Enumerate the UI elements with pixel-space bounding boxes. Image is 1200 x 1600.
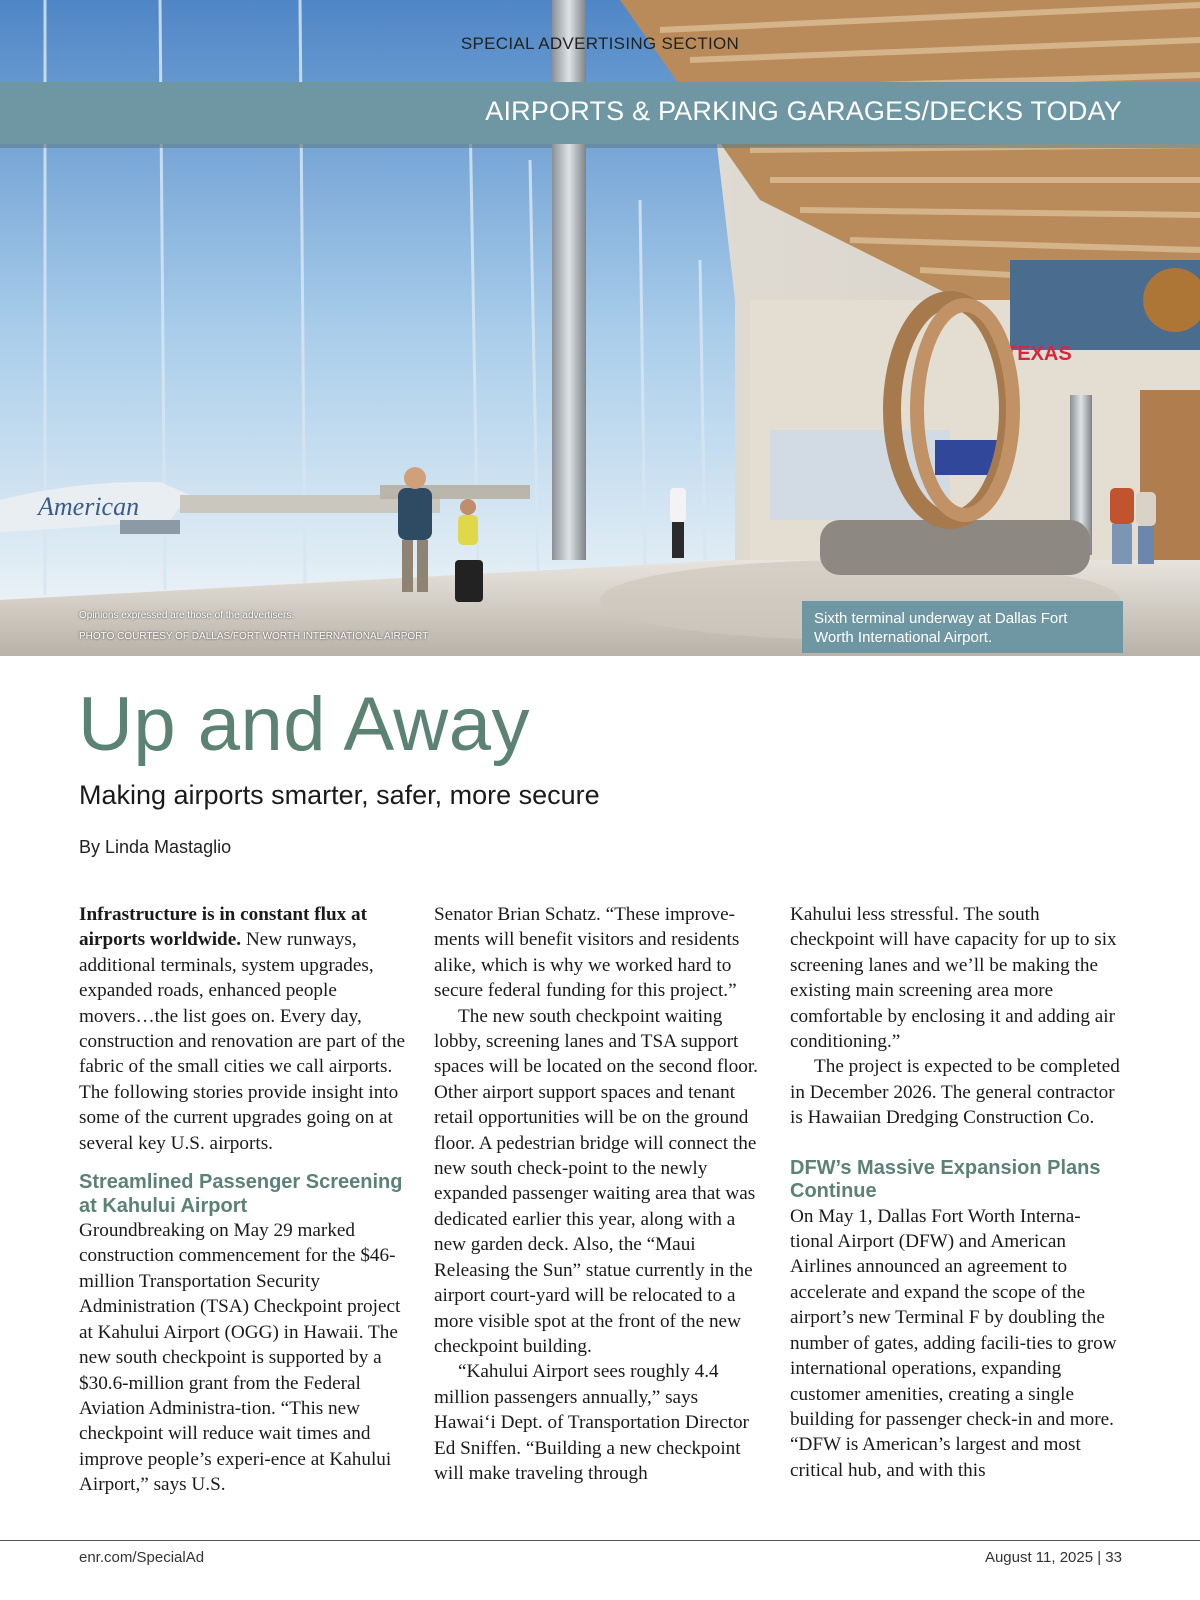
section-banner-title: AIRPORTS & PARKING GARAGES/DECKS TODAY — [485, 96, 1122, 126]
footer-date-page: August 11, 2025 | 33 — [984, 1549, 1122, 1566]
photo-caption: Sixth terminal underway at Dallas Fort Worth International Airport. — [802, 601, 1123, 653]
column-2 — [434, 902, 764, 1486]
lead-paragraph — [79, 902, 409, 1156]
article-title: Up and Away — [78, 682, 530, 767]
svg-text:American: American — [38, 492, 140, 521]
footer-rule — [0, 1540, 1200, 1541]
paragraph: “Kahului Airport sees roughly 4.4 million passengers annually,” says Hawai‘i Dept. of Transportation Director Ed Sniffen. “Building a new checkpoint will make traveling through — [434, 1361, 749, 1484]
special-section-label: SPECIAL ADVERTISING SECTION — [460, 34, 740, 53]
paragraph: Groundbreaking on May 29 marked construction commencement for the $46-million Transportation Security Administration (TSA) Checkpoint project at Kahului Airport (OGG) in Hawaii. The new south checkpoint is supported by a $30.6-million grant from the Federal Aviation Administra-tion. “This new checkpoint will reduce wait times and improve people’s experi-ence at Kahului Airport,” says U.S. — [79, 1220, 401, 1496]
footer-url-link[interactable]: enr.com/SpecialAd — [79, 1549, 205, 1566]
section-banner — [0, 82, 1200, 144]
heading-kahului: Streamlined Passenger Screening at Kahului Airport — [79, 1171, 403, 1217]
paragraph: Senator Brian Schatz. “These improve-ments will benefit visitors and residents alike, which is why we worked hard to secure federal funding for this project.” — [434, 904, 740, 1002]
heading-dfw: DFW’s Massive Expansion Plans Continue — [790, 1156, 1101, 1203]
paragraph: The project is expected to be completed in December 2026. The general contractor is Hawaiian Dredging Construction Co. — [790, 1056, 1120, 1129]
paragraph: Kahului less stressful. The south checkpoint will have capacity for up to six screening lanes and we’ll be making the existing main screening area more comfortable by enclosing it and adding air conditioning.” — [790, 904, 1117, 1053]
column-1 — [79, 902, 409, 1498]
column-3 — [790, 902, 1120, 1483]
article-subtitle: Making airports smarter, safer, more secure — [79, 780, 600, 810]
paragraph: On May 1, Dallas Fort Worth Interna-tional Airport (DFW) and American Airlines announced an agreement to accelerate and expand the scope of the airport’s new Terminal F by doubling the number of gates, adding facili-ties to grow international operations, expanding customer amenities, creating a single building for passenger check-in and more. “DFW is American’s largest and most critical hub, and with this — [790, 1205, 1117, 1481]
hero-photo — [0, 0, 1200, 656]
lead-rest: New runways, additional terminals, system upgrades, expanded roads, enhanced people movers…the list goes on. Every day, construction and renovation are part of the fabric of the small cities we call airports. The following stories provide insight into some of the current upgrades going on at several key U.S. airports. — [79, 929, 406, 1154]
photo-credit: PHOTO COURTESY OF DALLAS/FORT WORTH INTERNATIONAL AIRPORT — [79, 631, 429, 642]
paragraph: The new south checkpoint waiting lobby, screening lanes and TSA support spaces will be located on the second floor. Other airport support spaces and tenant retail opportunities will be on the ground floor. A pedestrian bridge will connect the new south check-point to the newly expanded passenger waiting area that was dedicated earlier this year, along with a new garden deck. Also, the “Maui Releasing the Sun” statue currently in the airport court-yard will be relocated to a more visible spot at the front of the new checkpoint building. — [434, 1005, 758, 1357]
texas-sign: TEXAS — [1005, 343, 1072, 365]
lead-bold: Infrastructure is in constant flux at airports worldwide. — [79, 904, 367, 951]
byline: By Linda Mastaglio — [79, 837, 232, 857]
advertiser-disclaimer: Opinions expressed are those of the advertisers. — [79, 610, 295, 621]
